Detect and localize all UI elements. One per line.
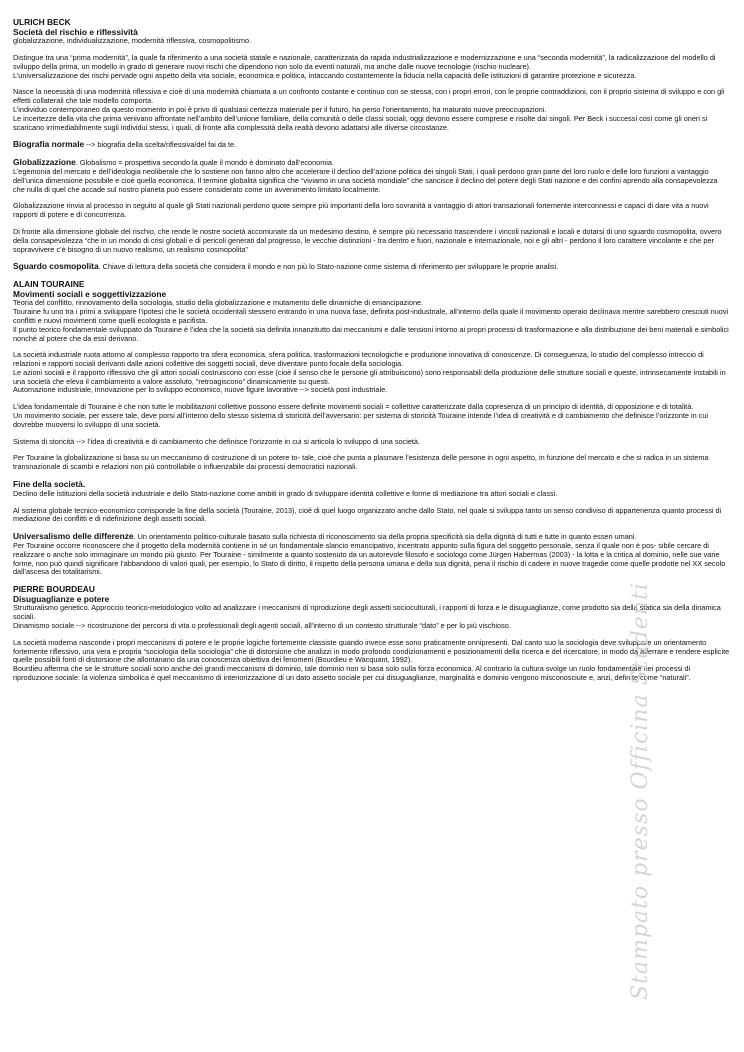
paragraph: Bourdieu afferma che se le strutture sociali sono anche dei grandi meccanismi di dominio, tale dominio non si basa solo sulla forza economica. Al contrario la cultura svolge un ruolo fondamentale nei processi di riproduzione sociale: la violenza simbolica è quel meccanismo di interiorizzazione di un dato assetto sociale per cui disuguaglianze, marginalità e dominio vengono misconosciute e, anzi, definite come “naturali”.	[13, 664, 691, 682]
watermark: Stampato presso Officina Studenti	[628, 582, 653, 1000]
term-text: . Un orientamento politico-culturale basato sulla richiesta di riconoscimento sia della propria specificità sia della dignità di tutti e tutte in quanto esseri umani.	[133, 532, 637, 542]
key-term: Sguardo cosmopolita	[13, 261, 99, 272]
paragraph: La società industriale ruota attorno al complesso rapporto tra sfera economica, sfera politica, trasformazioni tecnologiche e produzione innovativa di conoscenze. Di conseguenza, lo studio del complesso intreccio di relazioni e rapporti sociali derivanti dalle azioni collettive dei soggetti sociali, deve diventare punto focale della sociologia.	[13, 350, 704, 369]
paragraph: Distingue tra una “prima modernità”, la quale fa riferimento a una società statale e nazionale, caratterizzata da rapida industrializzazione e modernizzazione e una “seconda modernità”, la radicalizzazione del modello di sviluppo della prima, un modello in grado di generare nuovi rischi che dipendono non solo da eventi naturali, ma anche dalle nuove tecnologie (rischio nucleare).	[13, 52, 716, 71]
term-definition	[13, 262, 731, 272]
paragraph-gap	[13, 272, 731, 280]
paragraph: Le incertezze della vita che prima venivano affrontate nell’ambito dell’unione familiare, della comunità o delle classi sociali, oggi devono essere comprese e risolte dai singoli. Per Beck i successi così come gli oneri si scaricano irrimediabilmente sugli individui stessi, i quali, di fronte alla complessità della realtà devono adattarsi alle diverse circostanze.	[13, 113, 708, 132]
paragraph: Dinamismo sociale --> ricostruzione dei percorsi di vita o professionali degli agenti sociali, all’interno di un contesto strutturale “dato” e per lo più vischioso.	[13, 621, 511, 631]
key-term: Globalizzazione	[13, 157, 76, 168]
term-definition	[13, 140, 731, 150]
paragraph: Di fronte alla dimensione globale del rischio, che rende le nostre società accomunate da un medesimo destino, è sempre più necessario trascendere i vincoli nazionali e locali e dotarsi di uno sguardo cosmopolita, ovvero della consapevolezza “che in un mondo di crisi globali e di pericoli generati dal progresso, le vecchie distinzioni - tra dentro e fuori, nazionale e internazionale, noi e gli altri - perdono il loro carattere vincolante e che per sopravvivere c’è bisogno di un nuovo realismo, un realismo cosmopolita”	[13, 226, 722, 254]
paragraph: Le azioni sociali e il rapporto riflessivo che gli attori sociali costruiscono con esse (cioè il senso che le persone gli attribuiscono) sono responsabili della produzione delle strutture sociali e queste, intrinsecamente instabili in una società che eleva il cambiamento a valore assoluto, “retroagiscono” dinamicamente su questi.	[13, 367, 726, 386]
paragraph: Per Touraine la globalizzazione si basa su un meccanismo di costruzione di un potere to- tale, cioè che punta a plasmare l’esistenza delle persone in ogni aspetto, in funzione del mercato e che si radica in un sistema transnazionale di scambi e relazioni non più controllabile o influenzabile dai processi democratici nazionali.	[13, 453, 709, 472]
paragraph-gap	[13, 150, 731, 158]
author-heading: ALAIN TOURAINE	[13, 279, 85, 290]
paragraph: Globalizzazione rinvia al processo in seguito al quale gli Stati nazionali perdono quote sempre più importanti della loro sovranità a vantaggio di attori transazionali fortemente interconnessi e capaci di dare vita a nuovi rapporti di potere e di concorrenza.	[13, 201, 709, 220]
paragraph: La società moderna nasconde i propri meccanismi di potere e le proprie logiche fortemente classiste quando invece esse sono praticamente onnipresenti. Dal canto suo la sociologia deve sviluppare un orientamento fortemente riflessivo, una vera e propria “sociologia della sociologia” che di distorsione che analizzi in modo profondo condizionamenti e posizionamenti della ricerca e del ricercatore, in modo da afferrare e rendere esplicite quelle possibili fonti di distorsione che allontanano da una conoscenza obiettiva dei fenomeni (Bourdieu e Wacquant, 1992).	[13, 637, 730, 665]
paragraph: L’idea fondamentale di Touraine è che non tutte le mobilitazioni collettive possono essere definite movimenti sociali = collettive caratterizzate dalla copresenza di un principio di identità, di opposizione e di totalità.	[13, 402, 694, 412]
section-title: Disuguaglianze e potere	[13, 593, 110, 604]
paragraph: Un movimento sociale, per essere tale, deve porsi all’interno dello stesso sistema di storicità dell’avversario: per sistema di storicità Touraine intende l’idea di creatività e di cambiamento che definisce l’orizzonte in cui dovrebbe muoversi lo sviluppo di una società.	[13, 411, 709, 429]
paragraph: Nasce la necessità di una modernità riflessiva e cioè di una modernità chiamata a un confronto costante e continuo con se stessa, con i propri errori, con le proprie contraddizioni, con il proprio sistema di sviluppo e con gli effetti collaterali che tale modello comporta.	[13, 87, 725, 106]
term-text: . Globalismo = prospettiva secondo la quale il mondo è dominato dall’economia.	[75, 158, 335, 168]
key-term: Biografia normale	[13, 139, 85, 150]
paragraph: Il punto teorico fondamentale sviluppato da Touraine è l’idea che la società sia definita innanzitutto dai meccanismi e dalle tensioni intorno ai propri processi di trasformazione e alla distribuzione dei beni materiali e simbolici nonché al potere che da essi derivano.	[13, 324, 729, 343]
document-page	[13, 18, 731, 683]
paragraph: L’individuo contemporaneo da questo momento in poi è privo di qualsiasi certezza materiale per il futuro, ha perso l’orientamento, ha maturato nuove preoccupazioni.	[13, 104, 547, 114]
author-heading: PIERRE BOURDEAU	[13, 584, 95, 595]
paragraph: Teoria del conflitto, rinnovamento della sociologia, studio della globalizzazione e mutamento delle dinamiche di emancipazione.	[13, 298, 424, 308]
paragraph: L’universalizzazione dei rischi pervade ogni aspetto della vita sociale, economica e politica, intaccando costantemente la fiducia nella capacità delle istituzioni di garantire protezione e sicurezza.	[13, 70, 637, 80]
author-heading: ULRICH BECK	[13, 17, 71, 27]
paragraph: Sistema di storicità --> l’idea di creatività e di cambiamento che definisce l’orizzonte in cui si articola lo sviluppo di una società.	[13, 436, 420, 446]
paragraph: L’egemonia del mercato e dell’ideologia neoliberale che lo sostiene non fanno altro che accelerare il declino dell’azione politica dei singoli Stati, i quali perdono gran parte del loro ruolo e delle loro funzioni a vantaggio dell’unica dimensione possibile e cioè quella economica. Il termine globalità significa che “viviamo in una società mondiale” che sancisce il declino del potere degli Stati nazione e dei confini aprendo alla consapevolezza che nulla di quel che accade sul nostro pianeta può essere considerato come un avvenimento limitato localmente.	[13, 166, 718, 194]
term-text: . Chiave di lettura della società che considera il mondo e non più lo Stato-nazione come sistema di riferimento per sviluppare le proprie analisi.	[98, 262, 559, 272]
paragraph: globalizzazione, individualizzazione, modernità riflessiva, cosmopolitismo.	[13, 36, 252, 46]
paragraph: Per Touraine occorre riconoscere che il progetto della modernità contiene in sé un fondamentale slancio emancipativo, incentrato appunto sulla figura del soggetto personale, senza il quale non è pos- sibile cercare di realizzare o anche solo immaginare un mondo più giusto. Per Touraine - similmente a quanto sostenuto da un autorevole filosofo e sociologo come Jürgen Habermas (2003) - la lotta e la critica al dominio, nelle sue varie forme, non può quindi significare l’abbandono di valori quali, per esempio, lo Stato di diritto, il rispetto della persona umana e della sua dignità, pena il rischio di cadere in nuove tragedie come quelle prodotte nel XX secolo dall’ascesa dei totalitarismi.	[13, 541, 726, 577]
paragraph-gap	[13, 472, 731, 480]
key-term: Fine della società.	[13, 479, 86, 490]
paragraph: Touraine fu uno tra i primi a sviluppare l’ipotesi che le società occidentali stessero entrando in una nuova fase, definita post-industriale, all’interno della quale il movimento operaio declinava mentre sarebbero cresciuti nuovi conflitti e nuovi movimenti come quelli ecologista e pacifista.	[13, 307, 729, 325]
section-title: Movimenti sociali e soggettivizzazione	[13, 288, 167, 299]
paragraph: Strutturalismo genetico. Approccio teorico-metodologico volto ad analizzare i meccanismi di riproduzione degli assetti socioculturali, i rapporti di forza e le disuguaglianze, come prodotto sia della statica sia della dinamica sociali.	[13, 603, 721, 622]
section-title: Società del rischio e riflessività	[13, 26, 138, 37]
paragraph-gap	[13, 577, 731, 585]
key-term: Universalismo delle differenze	[13, 531, 134, 542]
term-text: --> biografia della scelta/riflessiva/del fai da te.	[84, 140, 237, 150]
paragraph: Al sistema globale tecnico-economico corrisponde la fine della società (Touraine, 2013), cioè di quel luogo organizzato anche dallo Stato, nel quale si sviluppa tanto un senso condiviso di appartenenza quanto processi di mediazione dei conflitti e di ridefinizione degli assetti sociali.	[13, 505, 722, 524]
paragraph: Declino delle istituzioni della società industriale e dello Stato-nazione come ambiti in grado di sviluppare identità collettive e forme di mediazione tra attori sociali e classi.	[13, 488, 558, 498]
paragraph: Automazione industriale, innovazione per lo sviluppo economico, nuove figure lavorative --> società post industriale.	[13, 385, 388, 395]
